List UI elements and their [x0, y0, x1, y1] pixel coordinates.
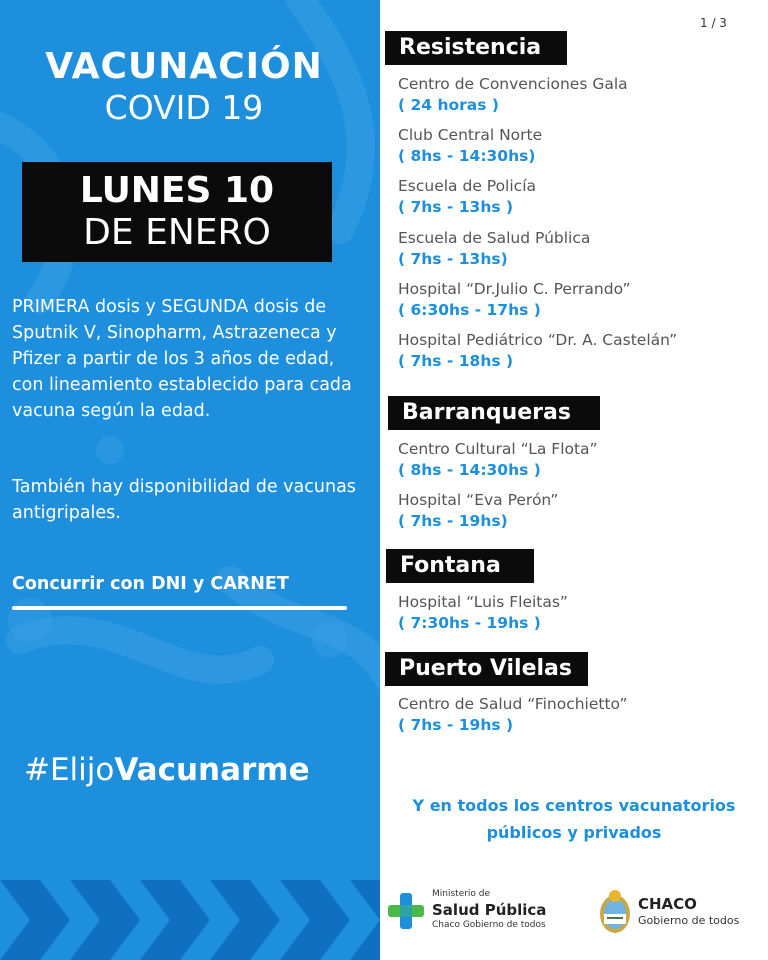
venue-name: Escuela de Salud Pública	[398, 229, 591, 247]
footer-line-1: Y en todos los centros vacunatorios	[412, 796, 736, 815]
chaco-subtitle: Gobierno de todos	[638, 914, 740, 927]
venue-name: Club Central Norte	[398, 126, 543, 144]
venue-hours: ( 8hs - 14:30hs )	[398, 461, 541, 479]
chaco-seal-icon	[597, 888, 633, 936]
venue-hours: ( 7:30hs - 19hs )	[398, 614, 541, 632]
venue-hours: ( 7hs - 18hs )	[398, 352, 514, 370]
venue-name: Hospital “Eva Perón”	[398, 491, 559, 509]
hashtag-suffix: Vacunarme	[114, 752, 310, 788]
venue-hours: ( 7hs - 13hs)	[398, 250, 508, 268]
venue-hours: ( 6:30hs - 17hs )	[398, 301, 541, 319]
footer-note	[380, 792, 768, 846]
venue-name: Hospital Pediátrico “Dr. A. Castelán”	[398, 331, 678, 349]
date-month: DE ENERO	[83, 212, 271, 253]
chaco-name: CHACO	[638, 895, 697, 913]
flu-vaccine-paragraph: También hay disponibilidad de vacunas antigripales.	[12, 477, 356, 523]
campaign-subtitle: COVID 19	[104, 88, 264, 127]
venue-hours: ( 7hs - 19hs )	[398, 716, 514, 734]
ministry-label: Ministerio de	[432, 889, 491, 899]
venue-hours: ( 7hs - 13hs )	[398, 198, 514, 216]
requirements-note: Concurrir con DNI y CARNET	[12, 574, 289, 594]
left-panel	[0, 0, 380, 960]
hashtag	[24, 752, 310, 788]
city-heading-fontana: Fontana	[386, 549, 534, 583]
city-heading-puerto-vilelas: Puerto Vilelas	[385, 652, 588, 686]
venue-name: Escuela de Policía	[398, 177, 537, 195]
city-heading-resistencia: Resistencia	[385, 31, 567, 65]
bottom-stripes	[0, 880, 380, 960]
campaign-title: VACUNACIÓN	[45, 46, 323, 87]
venue-name: Centro Cultural “La Flota”	[398, 440, 598, 458]
venue-hours: ( 7hs - 19hs)	[398, 512, 508, 530]
date-box	[22, 162, 332, 262]
ministry-subtitle: Chaco Gobierno de todos	[432, 920, 546, 930]
ministry-name: Salud Pública	[432, 901, 547, 919]
hashtag-prefix: #Elijo	[24, 752, 115, 788]
page-indicator: 1 / 3	[700, 16, 727, 30]
date-day: LUNES 10	[79, 170, 275, 211]
venue-hours: ( 24 horas )	[398, 96, 499, 114]
footer-line-2: públicos y privados	[486, 823, 662, 842]
venue-name: Centro de Salud “Finochietto”	[398, 695, 628, 713]
venue-name: Centro de Convenciones Gala	[398, 75, 628, 93]
requirements-underline	[12, 606, 347, 610]
venue-name: Hospital “Dr.Julio C. Perrando”	[398, 280, 631, 298]
city-heading-barranqueras: Barranqueras	[388, 396, 600, 430]
venue-name: Hospital “Luis Fleitas”	[398, 593, 568, 611]
health-cross-icon	[388, 893, 424, 929]
venue-hours: ( 8hs - 14:30hs)	[398, 147, 536, 165]
dose-info-paragraph: PRIMERA dosis y SEGUNDA dosis de Sputnik V, Sinopharm, Astrazeneca y Pfizer a partir de los 3 años de edad, con lineamiento establecido para cada vacuna según la edad.	[12, 297, 352, 421]
